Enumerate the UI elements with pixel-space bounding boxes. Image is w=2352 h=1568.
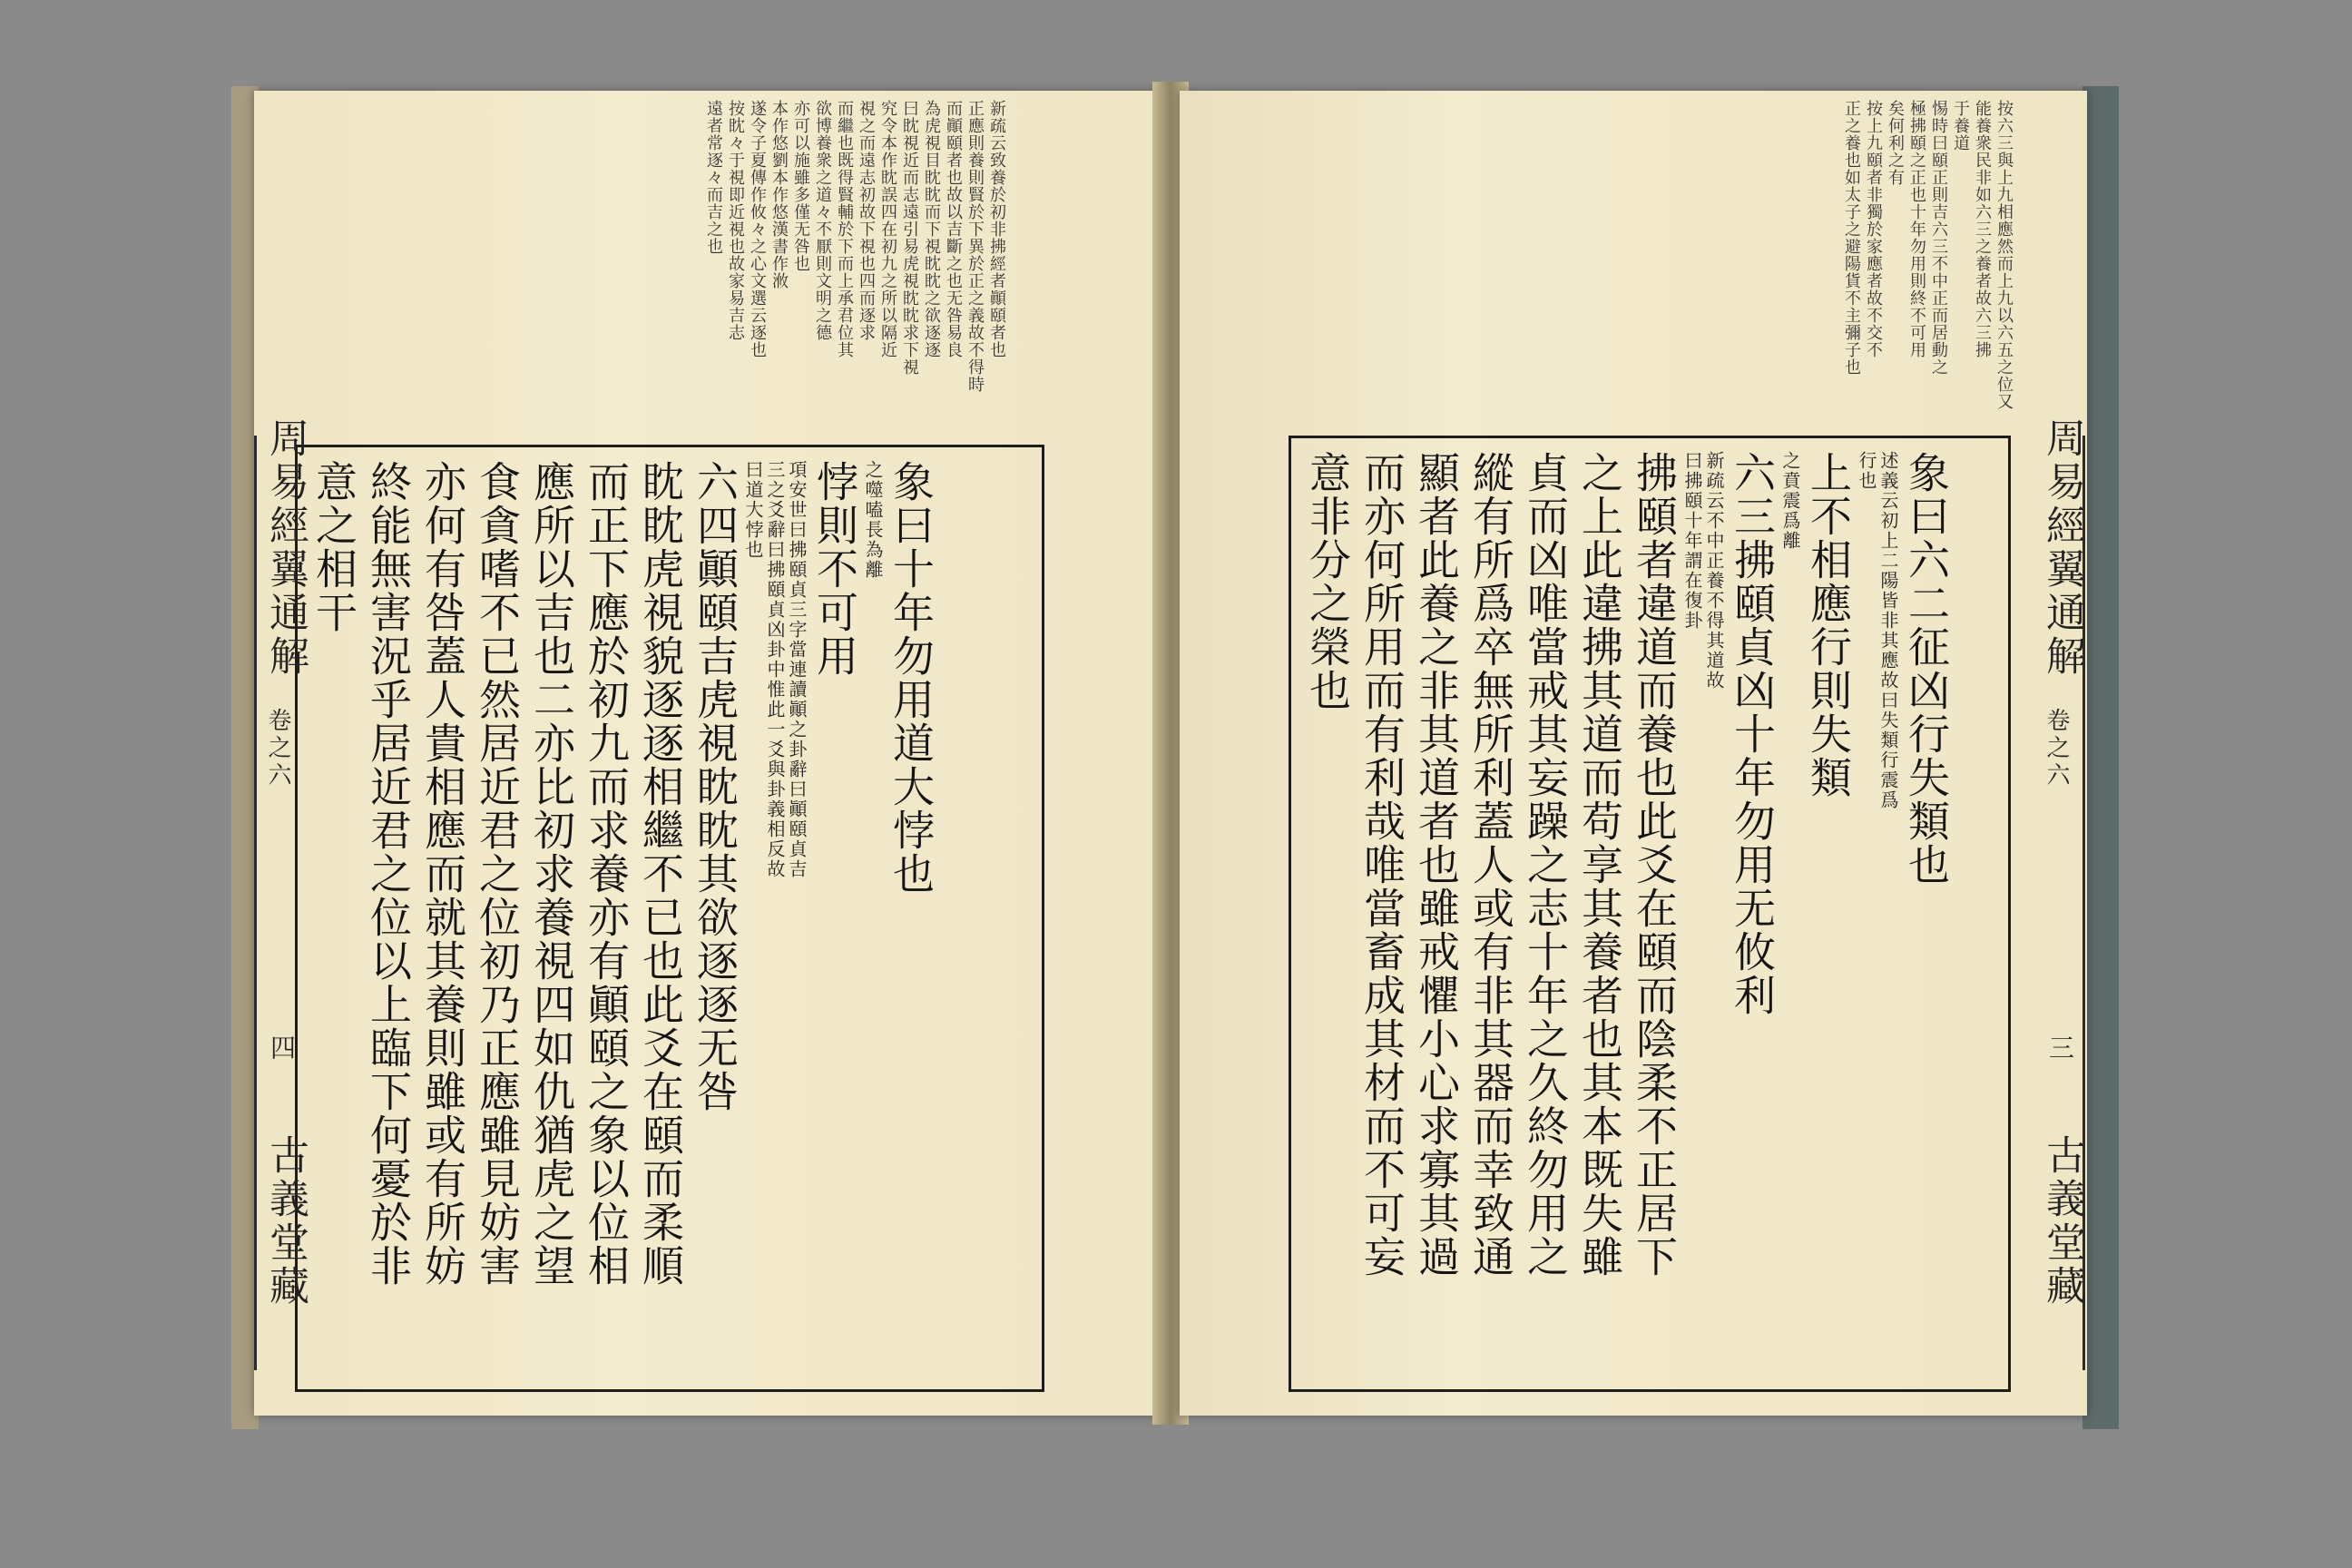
headnote-line: 為虎視目眈眈而下視眈眈之欲逐逐 bbox=[922, 100, 941, 358]
text-column: 眈眈虎視貌逐逐相繼不已也此爻在頤而柔順 bbox=[636, 460, 685, 1288]
right-main-text bbox=[1300, 451, 1954, 1377]
text-column: 應所以吉也二亦比初求養視四如仇猶虎之望 bbox=[527, 460, 576, 1288]
text-column: 亦何有咎蓋人貴相應而就其養則雖或有所妨 bbox=[418, 460, 467, 1288]
headnote-line: 而繼也既得賢輔於下而上承君位其 bbox=[835, 100, 854, 358]
headnote-line: 矣何利之有 bbox=[1886, 100, 1905, 186]
text-column: 六四顚頤吉虎視眈眈其欲逐逐无咎 bbox=[691, 460, 740, 1113]
headnote-line: 正應則養則賢於下異於正之義故不得時 bbox=[965, 100, 985, 393]
text-column: 之上此違拂其道而苟享其養者也其本既失雖 bbox=[1575, 451, 1624, 1279]
inline-note: 之賁震爲離 bbox=[1779, 451, 1801, 551]
inline-note: 項安世曰拂頤貞三字當連讀顚之卦辭曰顚頤貞吉 bbox=[786, 460, 808, 879]
text-column: 拂頤者違道而養也此爻在頤而陰柔不正居下 bbox=[1630, 451, 1679, 1279]
headnote-line: 極拂頤之正也十年勿用則終不可用 bbox=[1907, 100, 1926, 358]
text-column: 貞而凶唯當戒其妄躁之志十年之久終勿用之 bbox=[1521, 451, 1570, 1279]
headnote-line: 曰眈視近而志遠引易虎視眈眈求下視 bbox=[900, 100, 919, 376]
headnote-line: 按眈々于視即近視也故家易吉志 bbox=[726, 100, 745, 341]
left-text-frame bbox=[295, 445, 1044, 1392]
text-column: 上不相應行則失類 bbox=[1804, 451, 1853, 799]
headnote-line: 究令本作眈誤四在初九之所以隔近 bbox=[878, 100, 897, 358]
headnote-line: 能養衆民非如六三之養者故六三拂 bbox=[1973, 100, 1992, 358]
text-column: 終能無害況乎居近君之位以上臨下何憂於非 bbox=[364, 460, 413, 1288]
text-column: 而亦何所用而有利哉唯當畜成其材而不可妄 bbox=[1357, 451, 1406, 1279]
headnote-line: 本作悠劉本作悠漢書作浟 bbox=[769, 100, 789, 289]
text-column: 而正下應於初九而求養亦有顚頤之象以位相 bbox=[582, 460, 631, 1288]
left-headnotes bbox=[481, 100, 1007, 445]
left-side-title: 周易經翼通解 bbox=[262, 417, 309, 679]
headnote-line: 遠者常逐々而吉之也 bbox=[704, 100, 723, 255]
headnote-line: 遂令子夏傳作攸々之心文選云逐也 bbox=[748, 100, 767, 358]
headnote-line: 欲博養衆之道々不厭則文明之德 bbox=[813, 100, 832, 341]
right-page-number: 三 bbox=[2045, 1034, 2075, 1060]
headnote-line: 按六三與上九相應然而上九以六五之位又 bbox=[1994, 100, 2014, 410]
inline-note: 新疏云不中正養不得其道故 bbox=[1703, 451, 1725, 691]
right-text-frame bbox=[1289, 436, 2011, 1392]
text-column: 象曰十年勿用道大悖也 bbox=[887, 460, 936, 896]
inline-note: 三之爻辭曰拂頤貞凶卦中惟此一爻與卦義相反故 bbox=[764, 460, 786, 879]
left-side-volume: 卷之六 bbox=[264, 708, 291, 789]
text-column: 食貪嗜不已然居近君之位初乃正應雖見妨害 bbox=[473, 460, 522, 1288]
inline-note: 曰拂頤十年謂在復卦 bbox=[1681, 451, 1703, 631]
headnote-line: 于養道 bbox=[1951, 100, 1970, 152]
right-side-volume: 卷之六 bbox=[2043, 708, 2070, 789]
left-main-text bbox=[307, 460, 938, 1377]
inline-note: 述義云初上二陽皆非其應故曰失類行震爲 bbox=[1877, 451, 1899, 810]
headnote-line: 而顚頤者也故以吉斷之也无咎易良 bbox=[944, 100, 963, 358]
text-column: 象曰六二征凶行失類也 bbox=[1902, 451, 1951, 887]
book-edge-right bbox=[2082, 86, 2119, 1429]
headnote-line: 正之養也如太子之避陽貨不主彌子也 bbox=[1842, 100, 1861, 376]
headnote-line: 惕時曰頤正則吉六三不中正而居動之 bbox=[1929, 100, 1948, 376]
headnote-line: 按上九頤者非獨於家應者故不交不 bbox=[1864, 100, 1883, 358]
text-column: 悖則不可用 bbox=[810, 460, 859, 678]
text-column: 六三拂頤貞凶十年勿用无攸利 bbox=[1728, 451, 1777, 1017]
right-publisher: 古義堂藏 bbox=[2039, 1134, 2085, 1308]
text-column: 顯者此養之非其道者也雖戒懼小心求寡其過 bbox=[1412, 451, 1461, 1279]
inline-note: 之噬嗑長為離 bbox=[862, 460, 884, 580]
headnote-line: 亦可以施雖多僅无咎也 bbox=[791, 100, 810, 272]
text-column: 意之相干 bbox=[309, 460, 358, 634]
text-column: 縱有所爲卒無所利蓋人或有非其器而幸致通 bbox=[1466, 451, 1515, 1279]
right-page bbox=[1180, 91, 2087, 1416]
inline-note: 行也 bbox=[1856, 451, 1877, 491]
left-publisher: 古義堂藏 bbox=[262, 1134, 309, 1308]
right-headnotes bbox=[1688, 100, 2014, 445]
right-side-title: 周易經翼通解 bbox=[2039, 417, 2085, 679]
text-column: 意非分之榮也 bbox=[1303, 451, 1352, 712]
inline-note: 曰道大悖也 bbox=[742, 460, 764, 560]
headnote-line: 視之而遠志初故下視也四而逐求 bbox=[857, 100, 876, 341]
left-page-number: 四 bbox=[267, 1034, 297, 1060]
headnote-line: 新疏云致養於初非拂經者顚頤者也 bbox=[987, 100, 1006, 358]
left-page bbox=[254, 91, 1161, 1416]
